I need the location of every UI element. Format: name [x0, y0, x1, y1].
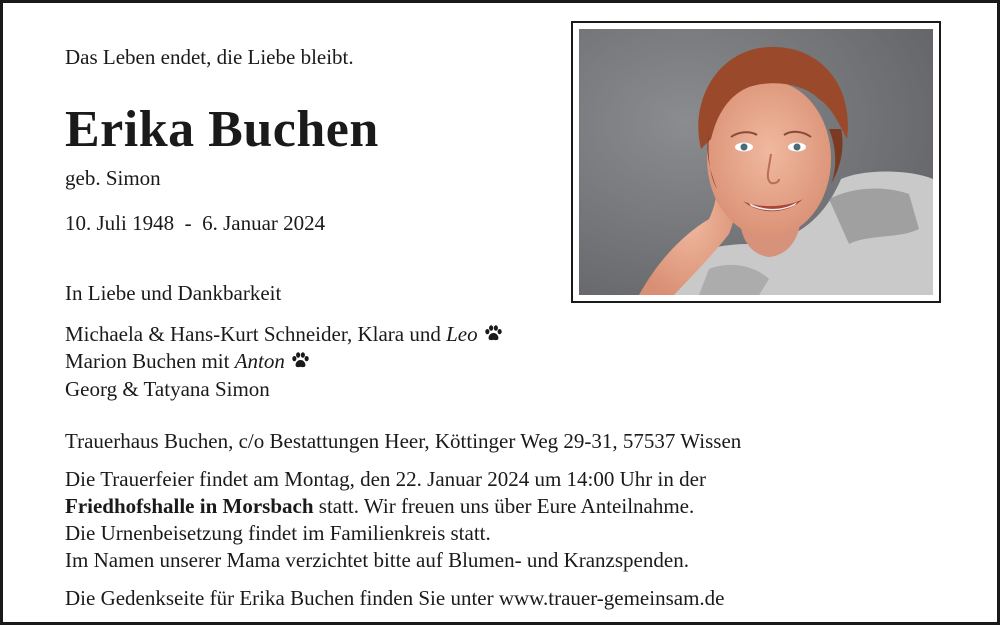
life-dates — [65, 210, 325, 236]
ceremony-line: Die Urnenbeisetzung findet im Familienkreis statt. — [65, 521, 491, 545]
family-names: Michaela & Hans-Kurt Schneider, Klara und — [65, 322, 447, 346]
date-separator: - — [184, 211, 192, 235]
ceremony-line — [65, 493, 694, 519]
portrait-photo — [579, 29, 933, 295]
family-line — [65, 348, 310, 374]
ceremony-line: Im Namen unserer Mama verzichtet bitte auf Blumen- und Kranzspenden. — [65, 548, 689, 572]
ceremony-venue: Friedhofshalle in Morsbach — [65, 494, 314, 518]
memorial-website-line: Die Gedenkseite für Erika Buchen finden Sie unter www.trauer-gemeinsam.de — [65, 586, 725, 610]
ceremony-line: Die Trauerfeier findet am Montag, den 22. Januar 2024 um 14:00 Uhr in der — [65, 467, 706, 491]
mourning-address: Trauerhaus Buchen, c/o Bestattungen Heer, Köttinger Weg 29-31, 57537 Wissen — [65, 429, 742, 453]
family-names: Georg & Tatyana Simon — [65, 377, 270, 401]
thanks-line: In Liebe und Dankbarkeit — [65, 281, 282, 305]
portrait-frame — [571, 21, 941, 303]
death-date: 6. Januar 2024 — [202, 211, 326, 235]
pet-name: Leo — [446, 322, 478, 346]
deceased-name: Erika Buchen — [65, 101, 379, 158]
portrait-illustration — [579, 29, 933, 295]
maiden-name: geb. Simon — [65, 166, 161, 190]
ceremony-text: statt. Wir freuen uns über Eure Anteilnahme. — [313, 494, 695, 518]
paw-icon — [291, 352, 310, 369]
family-line — [65, 376, 270, 402]
family-names: Marion Buchen mit — [65, 349, 235, 373]
motto: Das Leben endet, die Liebe bleibt. — [65, 45, 354, 69]
family-line — [65, 321, 503, 347]
pet-name: Anton — [234, 349, 285, 373]
paw-icon — [484, 325, 503, 342]
birth-date: 10. Juli 1948 — [65, 211, 175, 235]
